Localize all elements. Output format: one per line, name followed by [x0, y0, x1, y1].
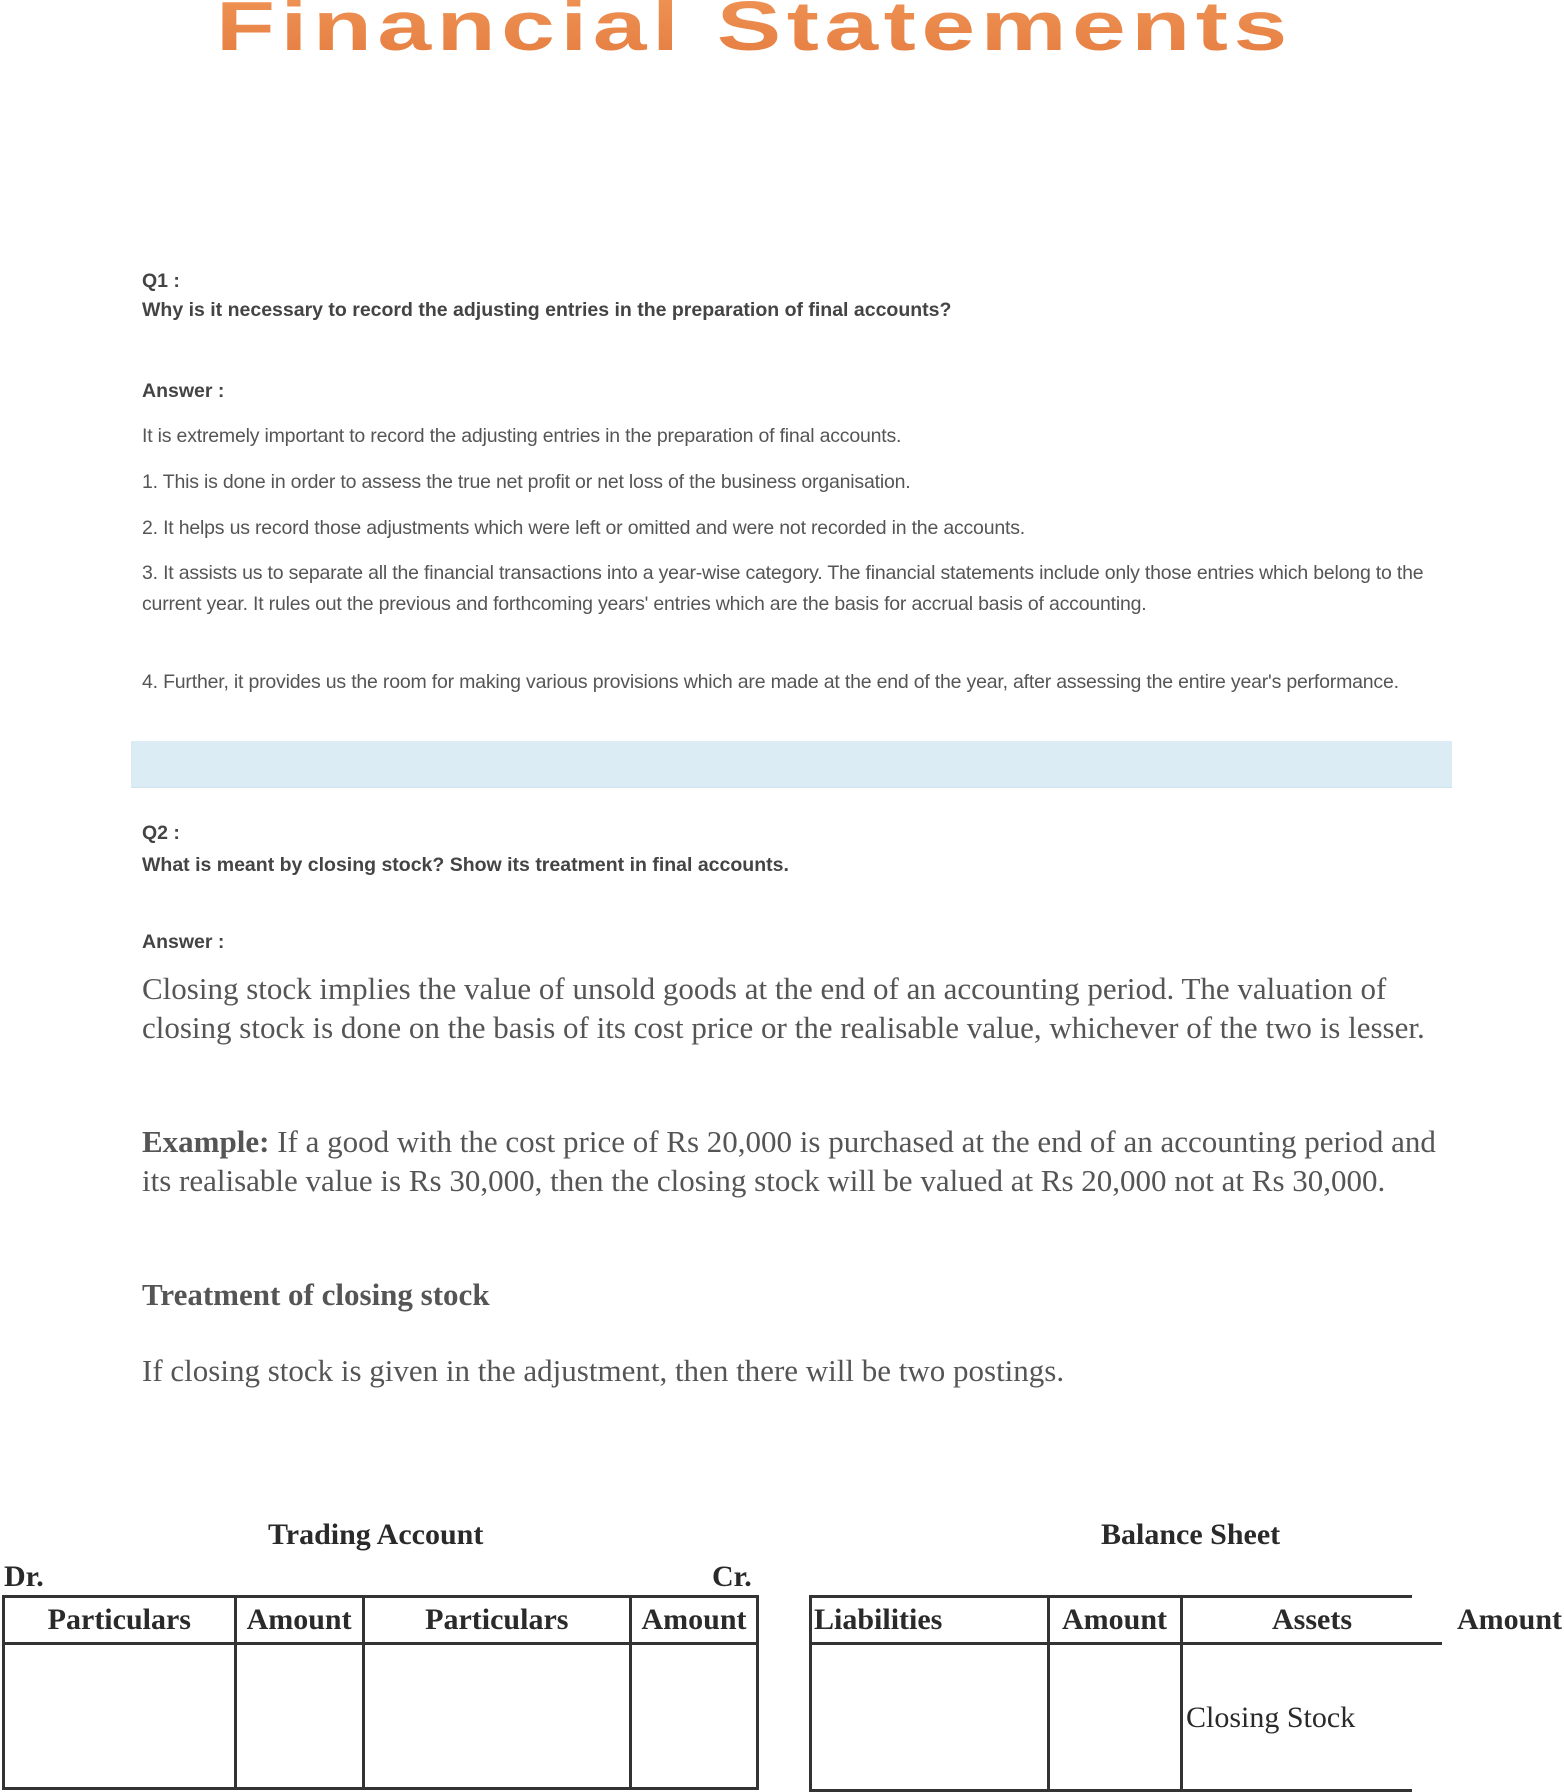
page-title: Financial Statements	[216, 0, 1293, 66]
q1-point-4: 4. Further, it provides us the room for making various provisions which are made at the end of the year, after assessing the entire year's performance.	[142, 671, 1399, 693]
dr-label: Dr.	[4, 1560, 44, 1593]
q2-label: Q2 :	[142, 822, 180, 844]
q1-point-3: 3. It assists us to separate all the financial transactions into a year-wise category. The financial statements include only those entries which belong to the current year. It rules out the previous and forthcoming years' entries which are the basis for accrual basis of accounting.	[142, 562, 1424, 615]
q1-question: Why is it necessary to record the adjusting entries in the preparation of final accounts?	[142, 299, 952, 321]
balance-sheet-title: Balance Sheet	[1101, 1518, 1281, 1551]
bs-divider-2	[1180, 1596, 1183, 1792]
bs-header-liabilities: Liabilities	[814, 1603, 943, 1636]
q1-point-2: 2. It helps us record those adjustments which were left or omitted and were not recorded in the accounts.	[142, 517, 1025, 539]
bs-divider-1	[1047, 1596, 1050, 1792]
header-amount-cr: Amount	[631, 1597, 758, 1644]
header-amount-dr: Amount	[235, 1597, 363, 1644]
treatment-text: If closing stock is given in the adjustment, then there will be two postings.	[142, 1353, 1065, 1388]
table-row	[4, 1644, 758, 1789]
cr-label: Cr.	[712, 1560, 752, 1593]
header-particulars-cr: Particulars	[363, 1597, 631, 1644]
question-separator	[131, 741, 1452, 788]
bs-cell-closing-stock: Closing Stock	[1186, 1701, 1356, 1734]
q1-point-1: 1. This is done in order to assess the true net profit or net loss of the business organisation.	[142, 471, 911, 493]
bs-header-amount-assets: Amount	[1457, 1603, 1563, 1636]
q2-example	[142, 1123, 1462, 1200]
q2-definition: Closing stock implies the value of unsold goods at the end of an accounting period. The valuation of closing stock is done on the basis of its cost price or the realisable value, whichever of the two is lesser.	[142, 971, 1425, 1045]
bs-left-border	[809, 1596, 812, 1792]
trading-account-title: Trading Account	[268, 1518, 484, 1551]
example-label: Example:	[142, 1124, 270, 1159]
cell-amount-cr	[631, 1644, 758, 1789]
trading-account-table	[2, 1595, 759, 1790]
q1-answer-label: Answer :	[142, 380, 225, 402]
table-header-row	[4, 1597, 758, 1644]
bs-header-bottom-border	[809, 1642, 1442, 1645]
bs-header-assets: Assets	[1272, 1603, 1352, 1636]
header-particulars-dr: Particulars	[4, 1597, 236, 1644]
q2-answer-label: Answer :	[142, 931, 225, 953]
cell-particulars-cr	[363, 1644, 631, 1789]
example-text: If a good with the cost price of Rs 20,000 is purchased at the end of an accounting period and its realisable value is Rs 30,000, then the closing stock will be valued at Rs 20,000 not at Rs 30,000.	[142, 1124, 1436, 1198]
q2-question: What is meant by closing stock? Show its treatment in final accounts.	[142, 854, 789, 876]
cell-particulars-dr	[4, 1644, 236, 1789]
q1-label: Q1 :	[142, 270, 180, 292]
bs-header-amount-liabilities: Amount	[1062, 1603, 1168, 1636]
cell-amount-dr	[235, 1644, 363, 1789]
treatment-heading: Treatment of closing stock	[142, 1277, 490, 1312]
q1-answer-intro: It is extremely important to record the adjusting entries in the preparation of final accounts.	[142, 425, 902, 447]
bs-top-border	[809, 1595, 1412, 1598]
